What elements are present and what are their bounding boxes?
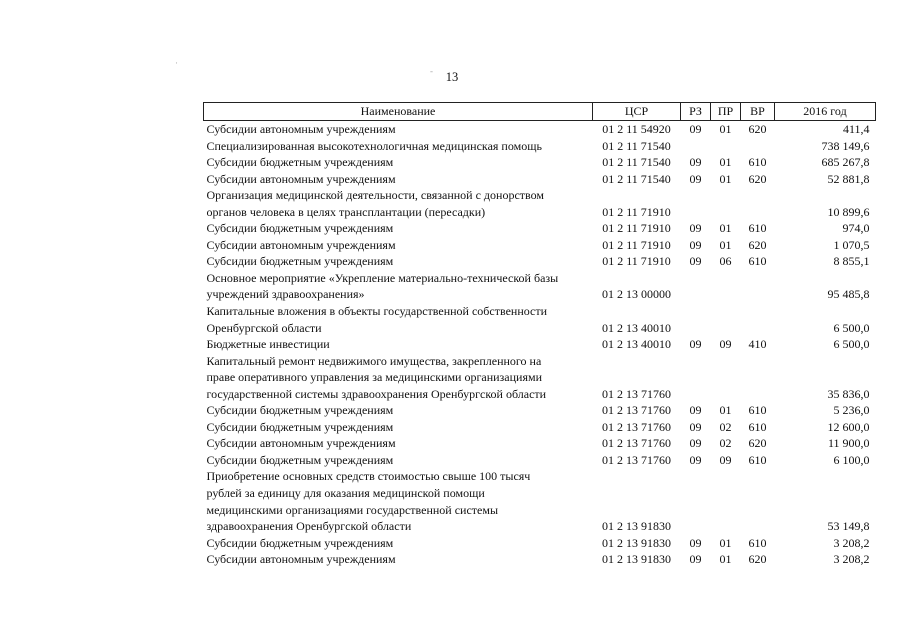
table-row bbox=[204, 435, 876, 452]
table-row bbox=[204, 320, 876, 337]
cell-vr: 610 bbox=[748, 419, 767, 434]
cell-name: государственной системы здравоохранения Оренбургской области bbox=[206, 386, 547, 401]
cell-name: Субсидии бюджетным учреждениям bbox=[206, 403, 394, 418]
cell-amount: 6 500,0 bbox=[833, 320, 870, 335]
cell-csr: 01 2 11 71910 bbox=[602, 221, 671, 236]
cell-rz: 09 bbox=[689, 122, 702, 136]
table-row bbox=[204, 204, 876, 221]
table-row bbox=[204, 452, 876, 469]
cell-amount bbox=[775, 468, 876, 485]
cell-vr: 610 bbox=[748, 452, 767, 467]
cell-csr: 01 2 11 71540 bbox=[602, 171, 671, 186]
cell-name: органов человека в целях трансплантации (пересадки) bbox=[206, 204, 486, 219]
cell-amount: 974,0 bbox=[842, 221, 870, 236]
cell-vr: 610 bbox=[748, 254, 767, 269]
cell-vr: 620 bbox=[748, 122, 767, 136]
cell-csr: 01 2 13 91830 bbox=[602, 519, 671, 534]
cell-amount bbox=[775, 303, 876, 320]
table-row bbox=[204, 270, 876, 287]
table-row bbox=[204, 353, 876, 370]
table-row bbox=[204, 551, 876, 568]
cell-name: Основное мероприятие «Укрепление материально-технической базы bbox=[206, 270, 559, 285]
cell-rz bbox=[681, 270, 711, 287]
table-row bbox=[204, 286, 876, 303]
cell-pr bbox=[711, 204, 741, 221]
cell-rz: 09 bbox=[689, 403, 702, 418]
table-row bbox=[204, 369, 876, 386]
cell-pr: 01 bbox=[719, 552, 732, 567]
cell-amount bbox=[775, 187, 876, 204]
cell-csr: 01 2 13 71760 bbox=[602, 386, 671, 401]
header-vr: ВР bbox=[741, 103, 775, 121]
cell-amount bbox=[775, 485, 876, 502]
cell-vr: 620 bbox=[748, 171, 767, 186]
table-row bbox=[204, 187, 876, 204]
cell-name: рублей за единицу для оказания медицинской помощи bbox=[206, 486, 485, 501]
cell-rz: 09 bbox=[689, 452, 702, 467]
cell-rz: 09 bbox=[689, 171, 702, 186]
cell-vr bbox=[741, 270, 775, 287]
cell-pr bbox=[711, 320, 741, 337]
cell-rz bbox=[681, 386, 711, 403]
cell-vr bbox=[741, 353, 775, 370]
cell-pr bbox=[711, 286, 741, 303]
cell-csr: 01 2 13 91830 bbox=[602, 535, 671, 550]
cell-csr bbox=[593, 303, 681, 320]
header-rz: РЗ bbox=[681, 103, 711, 121]
cell-name: Организация медицинской деятельности, связанной с донорством bbox=[206, 188, 544, 203]
table-row bbox=[204, 468, 876, 485]
cell-amount: 5 236,0 bbox=[833, 403, 870, 418]
cell-amount: 685 267,8 bbox=[821, 155, 870, 170]
cell-rz bbox=[681, 303, 711, 320]
cell-vr: 620 bbox=[748, 436, 767, 451]
cell-pr: 01 bbox=[719, 237, 732, 252]
cell-rz bbox=[681, 468, 711, 485]
cell-vr: 620 bbox=[748, 552, 767, 567]
cell-name: медицинскими организациями государственной системы bbox=[206, 502, 499, 517]
cell-rz: 09 bbox=[689, 419, 702, 434]
table-row bbox=[204, 138, 876, 155]
cell-csr: 01 2 11 71540 bbox=[602, 155, 671, 170]
cell-csr: 01 2 11 71910 bbox=[602, 254, 671, 269]
cell-vr: 610 bbox=[748, 535, 767, 550]
cell-vr bbox=[741, 138, 775, 155]
cell-pr bbox=[711, 353, 741, 370]
cell-csr bbox=[593, 270, 681, 287]
table-row bbox=[204, 154, 876, 171]
cell-rz bbox=[681, 138, 711, 155]
cell-amount bbox=[775, 369, 876, 386]
cell-rz bbox=[681, 187, 711, 204]
cell-csr: 01 2 13 40010 bbox=[602, 337, 671, 352]
scan-artifact: - bbox=[430, 66, 433, 76]
cell-name: Капитальный ремонт недвижимого имущества, закрепленного на bbox=[206, 353, 542, 368]
cell-rz bbox=[681, 518, 711, 535]
cell-rz bbox=[681, 369, 711, 386]
table-row bbox=[204, 237, 876, 254]
table-row bbox=[204, 386, 876, 403]
cell-pr: 09 bbox=[719, 452, 732, 467]
cell-vr bbox=[741, 286, 775, 303]
cell-vr: 410 bbox=[748, 337, 767, 352]
cell-name: Бюджетные инвестиции bbox=[206, 337, 330, 352]
cell-amount: 11 900,0 bbox=[827, 436, 870, 451]
header-amount: 2016 год bbox=[775, 103, 876, 121]
cell-csr bbox=[593, 502, 681, 519]
table-row bbox=[204, 518, 876, 535]
cell-name: Субсидии автономным учреждениям bbox=[206, 122, 396, 136]
cell-vr bbox=[741, 320, 775, 337]
cell-pr bbox=[711, 270, 741, 287]
cell-vr: 610 bbox=[748, 155, 767, 170]
cell-vr bbox=[741, 502, 775, 519]
table-row bbox=[204, 402, 876, 419]
table-header-row bbox=[204, 103, 876, 121]
budget-table bbox=[203, 102, 876, 568]
cell-amount: 8 855,1 bbox=[833, 254, 870, 269]
cell-name: Субсидии автономным учреждениям bbox=[206, 436, 396, 451]
cell-pr: 02 bbox=[719, 419, 732, 434]
cell-csr bbox=[593, 485, 681, 502]
cell-vr bbox=[741, 187, 775, 204]
cell-csr: 01 2 11 54920 bbox=[602, 122, 671, 136]
cell-amount: 35 836,0 bbox=[827, 386, 870, 401]
cell-rz: 09 bbox=[689, 436, 702, 451]
table-row bbox=[204, 485, 876, 502]
cell-csr: 01 2 13 91830 bbox=[602, 552, 671, 567]
cell-amount: 1 070,5 bbox=[833, 237, 870, 252]
cell-pr: 01 bbox=[719, 221, 732, 236]
cell-pr: 01 bbox=[719, 171, 732, 186]
cell-amount: 12 600,0 bbox=[827, 419, 870, 434]
cell-csr bbox=[593, 369, 681, 386]
cell-vr: 610 bbox=[748, 221, 767, 236]
cell-rz bbox=[681, 485, 711, 502]
cell-pr: 01 bbox=[719, 403, 732, 418]
cell-csr: 01 2 11 71540 bbox=[602, 138, 671, 153]
table-row bbox=[204, 535, 876, 552]
cell-pr bbox=[711, 187, 741, 204]
header-csr: ЦСР bbox=[593, 103, 681, 121]
cell-amount: 3 208,2 bbox=[833, 552, 870, 567]
cell-vr bbox=[741, 468, 775, 485]
cell-pr: 01 bbox=[719, 155, 732, 170]
cell-name: праве оперативного управления за медицинскими организациями bbox=[206, 370, 542, 385]
cell-pr bbox=[711, 369, 741, 386]
cell-pr: 06 bbox=[719, 254, 732, 269]
cell-rz: 09 bbox=[689, 337, 702, 352]
cell-name: Субсидии автономным учреждениям bbox=[206, 171, 396, 186]
cell-pr bbox=[711, 518, 741, 535]
cell-amount: 52 881,8 bbox=[827, 171, 870, 186]
cell-rz bbox=[681, 286, 711, 303]
cell-rz: 09 bbox=[689, 552, 702, 567]
cell-amount: 10 899,6 bbox=[827, 204, 870, 219]
cell-amount: 95 485,8 bbox=[827, 287, 870, 302]
cell-rz: 09 bbox=[689, 535, 702, 550]
cell-csr: 01 2 13 71760 bbox=[602, 436, 671, 451]
table-row bbox=[204, 253, 876, 270]
cell-name: Субсидии автономным учреждениям bbox=[206, 552, 396, 567]
cell-pr bbox=[711, 138, 741, 155]
cell-vr bbox=[741, 518, 775, 535]
cell-pr: 01 bbox=[719, 122, 732, 136]
cell-rz: 09 bbox=[689, 254, 702, 269]
cell-rz bbox=[681, 353, 711, 370]
cell-amount bbox=[775, 353, 876, 370]
cell-name: Субсидии автономным учреждениям bbox=[206, 237, 396, 252]
cell-name: Специализированная высокотехнологичная медицинская помощь bbox=[206, 138, 542, 153]
table-row bbox=[204, 220, 876, 237]
cell-amount bbox=[775, 270, 876, 287]
cell-name: Оренбургской области bbox=[206, 320, 322, 335]
header-pr: ПР bbox=[711, 103, 741, 121]
cell-rz: 09 bbox=[689, 155, 702, 170]
cell-rz bbox=[681, 204, 711, 221]
cell-pr bbox=[711, 485, 741, 502]
cell-csr bbox=[593, 187, 681, 204]
cell-amount: 3 208,2 bbox=[833, 535, 870, 550]
cell-pr bbox=[711, 502, 741, 519]
cell-amount: 738 149,6 bbox=[821, 138, 870, 153]
cell-csr bbox=[593, 468, 681, 485]
cell-amount: 6 500,0 bbox=[833, 337, 870, 352]
cell-name: Приобретение основных средств стоимостью свыше 100 тысяч bbox=[206, 469, 531, 484]
cell-vr: 620 bbox=[748, 237, 767, 252]
cell-pr: 09 bbox=[719, 337, 732, 352]
cell-csr bbox=[593, 353, 681, 370]
cell-vr bbox=[741, 303, 775, 320]
table-row bbox=[204, 303, 876, 320]
cell-amount: 53 149,8 bbox=[827, 519, 870, 534]
cell-vr bbox=[741, 485, 775, 502]
scan-artifact: · bbox=[175, 58, 178, 68]
cell-name: учреждений здравоохранения» bbox=[206, 287, 365, 302]
table-row bbox=[204, 502, 876, 519]
page-number: 13 bbox=[445, 70, 459, 84]
cell-csr: 01 2 13 71760 bbox=[602, 419, 671, 434]
cell-csr: 01 2 13 71760 bbox=[602, 403, 671, 418]
cell-csr: 01 2 11 71910 bbox=[602, 204, 671, 219]
table-row bbox=[204, 121, 876, 138]
cell-pr: 01 bbox=[719, 535, 732, 550]
cell-rz bbox=[681, 320, 711, 337]
cell-vr bbox=[741, 204, 775, 221]
cell-name: Субсидии бюджетным учреждениям bbox=[206, 155, 394, 170]
cell-rz: 09 bbox=[689, 237, 702, 252]
cell-csr: 01 2 13 00000 bbox=[602, 287, 671, 302]
cell-rz: 09 bbox=[689, 221, 702, 236]
cell-csr: 01 2 13 40010 bbox=[602, 320, 671, 335]
cell-name: Субсидии бюджетным учреждениям bbox=[206, 419, 394, 434]
cell-amount bbox=[775, 502, 876, 519]
cell-pr bbox=[711, 303, 741, 320]
cell-csr: 01 2 13 71760 bbox=[602, 452, 671, 467]
table-row bbox=[204, 419, 876, 436]
table-row bbox=[204, 336, 876, 353]
cell-vr: 610 bbox=[748, 403, 767, 418]
cell-name: здравоохранения Оренбургской области bbox=[206, 519, 412, 534]
cell-name: Субсидии бюджетным учреждениям bbox=[206, 254, 394, 269]
cell-vr bbox=[741, 386, 775, 403]
cell-pr bbox=[711, 386, 741, 403]
cell-name: Капитальные вложения в объекты государственной собственности bbox=[206, 304, 548, 319]
cell-vr bbox=[741, 369, 775, 386]
cell-pr: 02 bbox=[719, 436, 732, 451]
cell-name: Субсидии бюджетным учреждениям bbox=[206, 452, 394, 467]
header-name: Наименование bbox=[204, 103, 593, 121]
cell-amount: 6 100,0 bbox=[833, 452, 870, 467]
cell-name: Субсидии бюджетным учреждениям bbox=[206, 535, 394, 550]
cell-csr: 01 2 11 71910 bbox=[602, 237, 671, 252]
cell-pr bbox=[711, 468, 741, 485]
table-row bbox=[204, 171, 876, 188]
cell-rz bbox=[681, 502, 711, 519]
cell-amount: 411,4 bbox=[842, 122, 870, 136]
cell-name: Субсидии бюджетным учреждениям bbox=[206, 221, 394, 236]
